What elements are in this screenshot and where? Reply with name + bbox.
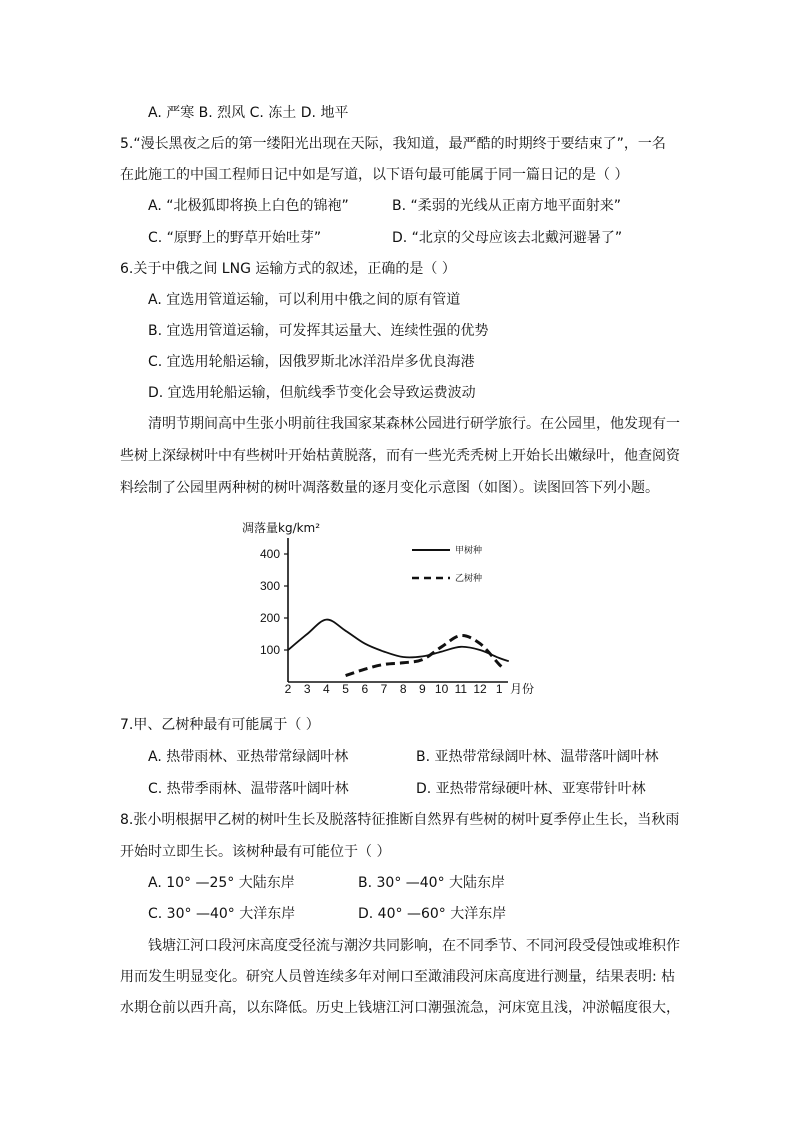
x-tick-label: 1 xyxy=(495,682,503,696)
passage2-line2: 用而发生明显变化。研究人员曾连续多年对闸口至澉浦段河床高度进行测量，结果表明: 枯 xyxy=(120,969,676,985)
x-tick-label: 3 xyxy=(303,682,311,696)
q7-option-a: A. 热带雨林、亚热带常绿阔叶林 xyxy=(148,749,349,765)
x-tick-label: 10 xyxy=(434,682,449,696)
x-tick-label: 6 xyxy=(361,682,369,696)
q7-option-c: C. 热带季雨林、温带落叶阔叶林 xyxy=(148,781,349,797)
q8-option-a: A. 10° —25° 大陆东岸 xyxy=(148,875,295,891)
passage2-line3: 水期仓前以西升高，以东降低。历史上钱塘江河口潮强流急，河床宽且浅，冲淤幅度很大， xyxy=(120,1000,680,1016)
q8-option-b: B. 30° —40° 大陆东岸 xyxy=(358,875,506,891)
y-tick-label: 200 xyxy=(259,611,280,625)
q8-stem-line2: 开始时立即生长。该树种最有可能位于（ ） xyxy=(120,844,391,860)
legend-series-2: 乙树种 xyxy=(455,574,483,584)
q6-option-d: D. 宜选用轮船运输，但航线季节变化会导致运费波动 xyxy=(148,385,476,401)
q6-stem: 6.关于中俄之间 LNG 运输方式的叙述，正确的是（ ） xyxy=(120,261,456,277)
x-tick-label: 11 xyxy=(454,682,468,696)
x-tick-label: 7 xyxy=(380,682,388,696)
q8-stem-line1: 8.张小明根据甲乙树的树叶生长及脱落特征推断自然界有些树的树叶夏季停止生长，当秋雨 xyxy=(120,812,680,828)
y-tick-label: 300 xyxy=(259,579,280,593)
q5-option-b: B. “柔弱的光线从正南方地平面射来” xyxy=(392,198,622,214)
q5-option-c: C. “原野上的野草开始吐芽” xyxy=(148,230,322,246)
x-tick-label: 8 xyxy=(399,682,407,696)
passage-line2: 些树上深绿树叶中有些树叶开始枯黄脱落，而有一些光秃秃树上开始长出嫩绿叶，他查阅资 xyxy=(120,448,680,464)
q7-option-b: B. 亚热带常绿阔叶林、温带落叶阔叶林 xyxy=(416,749,659,765)
q5-option-a: A. “北极狐即将换上白色的锦袍” xyxy=(148,198,349,214)
q8-option-c: C. 30° —40° 大洋东岸 xyxy=(148,906,296,922)
q6-option-b: B. 宜选用管道运输，可发挥其运量大、连续性强的优势 xyxy=(148,323,489,339)
q8-option-d: D. 40° —60° 大洋东岸 xyxy=(358,906,507,922)
x-tick-label: 5 xyxy=(342,682,349,696)
q7-stem: 7.甲、乙树种最有可能属于（ ） xyxy=(120,717,320,733)
x-tick-label: 12 xyxy=(473,682,487,696)
legend-series-1: 甲树种 xyxy=(455,546,483,556)
q5-option-d: D. “北京的父母应该去北戴河避暑了” xyxy=(392,230,623,246)
q6-option-c: C. 宜选用轮船运输，因俄罗斯北冰洋沿岸多优良海港 xyxy=(148,354,475,370)
x-tick-label: 4 xyxy=(323,682,330,696)
x-tick-label: 9 xyxy=(419,682,426,696)
y-tick-label: 400 xyxy=(259,547,280,561)
passage-line1: 清明节期间高中生张小明前往我国家某森林公园进行研学旅行。在公园里，他发现有一 xyxy=(148,416,680,432)
x-tick-label: 2 xyxy=(284,682,292,696)
passage-line3: 料绘制了公园里两种树的树叶凋落数量的逐月变化示意图（如图）。读图回答下列小题。 xyxy=(120,480,659,496)
q5-stem-line1: 5.“漫长黑夜之后的第一缕阳光出现在天际，我知道，最严酷的时期终于要结束了”，一名 xyxy=(120,136,666,152)
q7-option-d: D. 亚热带常绿硬叶林、亚寒带针叶林 xyxy=(416,781,646,797)
passage2-line1: 钱塘江河口段河床高度受径流与潮汐共同影响，在不同季节、不同河段受侵蚀或堆积作 xyxy=(148,938,680,954)
q5-stem-line2: 在此施工的中国工程师日记中如是写道，以下语句最可能属于同一篇日记的是（ ） xyxy=(120,167,629,183)
chart-ylabel: 凋落量kg/km² xyxy=(242,521,321,535)
q6-option-a: A. 宜选用管道运输，可以利用中俄之间的原有管道 xyxy=(148,292,461,308)
chart-xlabel: 月份 xyxy=(510,682,535,696)
y-tick-label: 100 xyxy=(259,643,280,657)
leaf-fall-chart xyxy=(240,510,550,700)
q4-options: A. 严寒 B. 烈风 C. 冻土 D. 地平 xyxy=(148,105,349,121)
